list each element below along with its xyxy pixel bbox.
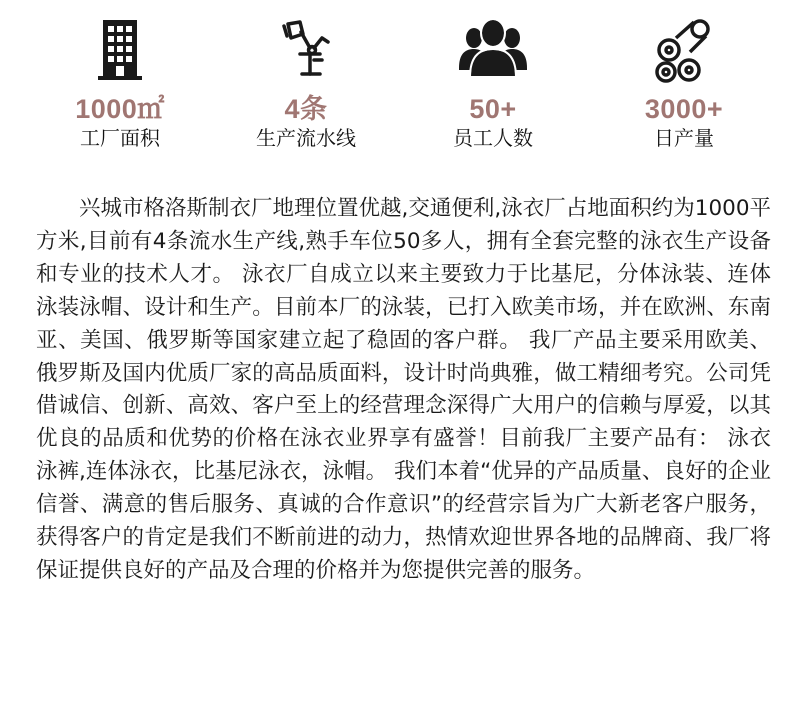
stat-value: 50+ [469,94,517,124]
stat-label: 生产流水线 [256,126,356,150]
production-line-icon [270,14,342,86]
stat-production-lines [216,14,396,151]
stat-label: 工厂面积 [80,126,160,150]
stat-factory-area [30,14,210,151]
stat-daily-output [594,14,774,151]
building-icon [84,14,156,86]
stat-label: 日产量 [654,126,714,150]
fabric-rolls-icon [648,14,720,86]
stats-section [0,14,800,164]
stat-employees [403,14,583,151]
stat-value: 4条 [284,94,328,124]
stat-label: 员工人数 [453,126,533,150]
company-description: 兴城市格洛斯制衣厂地理位置优越,交通便利,泳衣厂占地面积约为1000平方米,目前有4条流水生产线,熟手车位50多人，拥有全套完整的泳衣生产设备和专业的技术人才。 泳衣厂自成立以来主要致力于比基尼，分体泳装、连体泳装泳帽、设计和生产。目前本厂的泳装，已打入欧美市场，并在欧洲、东南亚、美国、俄罗斯等国家建立起了稳固的客户群。 我厂产品主要采用欧美、俄罗斯及国内优质厂家的高品质面料，设计时尚典雅，做工精细考究。公司凭借诚信、创新、高效、客户至上的经营理念深得广大用户的信赖与厚爱，以其优良的品质和优势的价格在泳衣业界享有盛誉！目前我厂主要产品有： 泳衣泳裤,连体泳衣，比基尼泳衣，泳帽。 我们本着“优异的产品质量、良好的企业信誉、满意的售后服务、真诚的合作意识”的经营宗旨为广大新老客户服务，获得客户的肯定是我们不断前进的动力，热情欢迎世界各地的品牌商、我厂将保证提供良好的产品及合理的价格并为您提供完善的服务。 [36,196,771,583]
stat-value: 3000+ [644,94,724,124]
employees-icon [457,14,529,86]
stat-value: 1000㎡ [75,94,165,124]
